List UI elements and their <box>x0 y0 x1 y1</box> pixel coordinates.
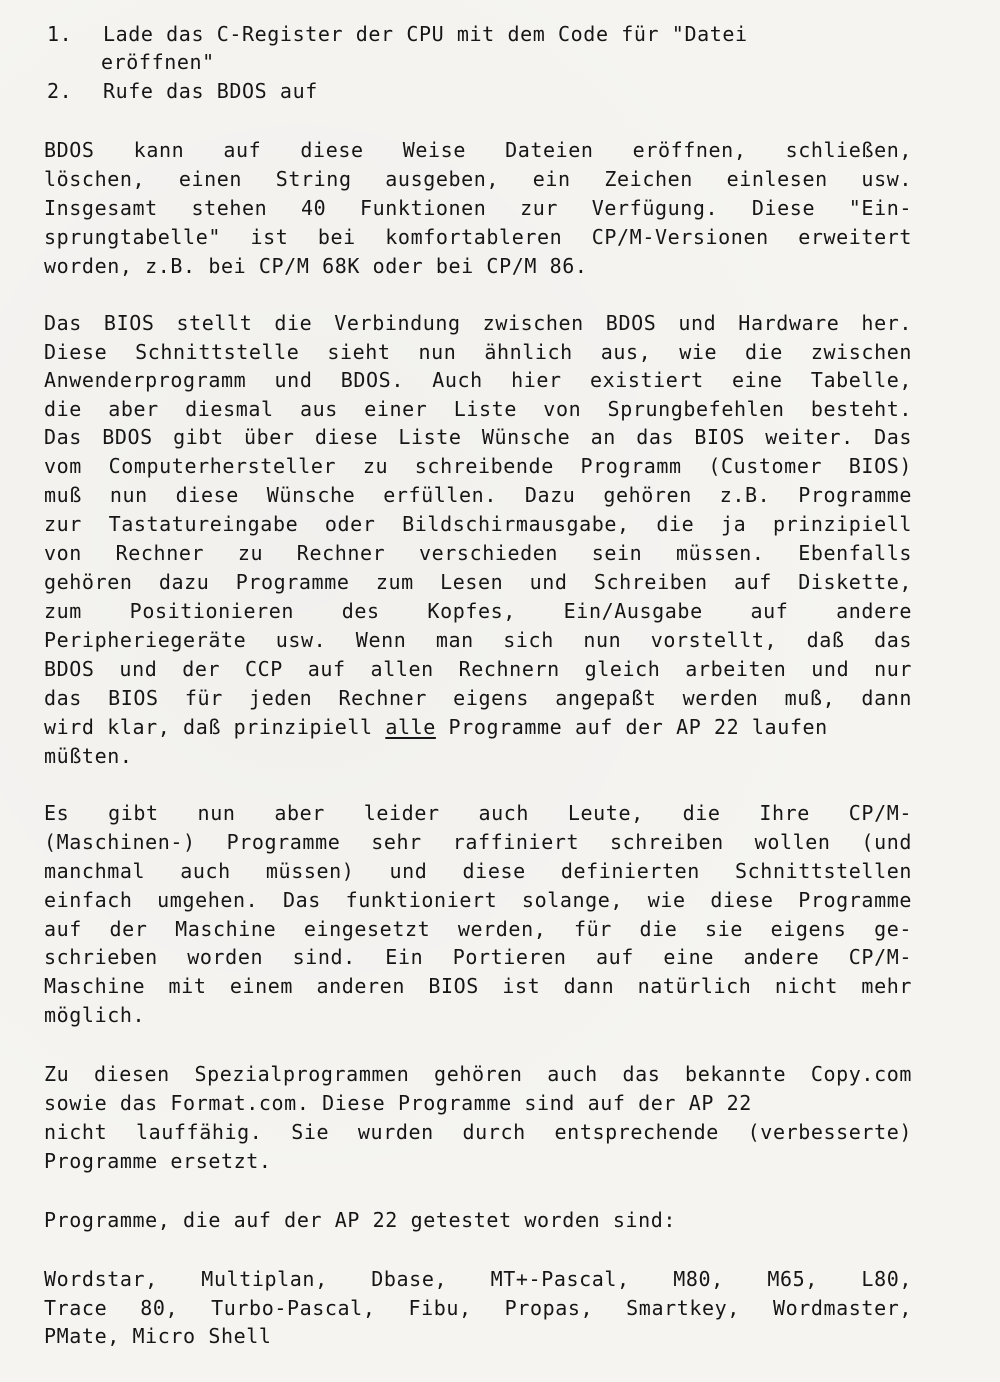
list-item-2 <box>47 77 912 106</box>
text-line: vom Computerhersteller zu schreibende Programm (Customer BIOS) <box>44 454 912 478</box>
text-after: Programme auf der AP 22 laufen <box>435 715 828 739</box>
text-line: Maschine mit einem anderen BIOS ist dann natürlich nicht mehr <box>44 974 912 998</box>
text-line: das BIOS für jeden Rechner eigens angepaßt werden muß, dann <box>44 686 912 710</box>
text-line: (Maschinen-) Programme sehr raffiniert schreiben wollen (und <box>44 830 912 854</box>
underlined-word: alle <box>385 715 436 739</box>
text-line: worden, z.B. bei CP/M 68K oder bei CP/M 86. <box>44 254 588 278</box>
text-line: zur Tastatureingabe oder Bildschirmausgabe, die ja prinzipiell <box>44 512 912 536</box>
text-line: sprungtabelle" ist bei komfortableren CP/M-Versionen erweitert <box>44 225 912 249</box>
text-line: müßten. <box>44 744 133 768</box>
text-line: PMate, Micro Shell <box>44 1324 272 1348</box>
list-text: Rufe das BDOS auf <box>102 79 318 103</box>
text-line: Insgesamt stehen 40 Funktionen zur Verfügung. Diese "Ein- <box>44 196 912 220</box>
list-item-1 <box>47 20 912 49</box>
text-line: möglich. <box>44 1003 146 1027</box>
text-line: zum Positionieren des Kopfes, Ein/Ausgabe auf andere <box>44 599 912 623</box>
text-line: sowie das Format.com. Diese Programme sind auf der AP 22 <box>44 1091 752 1115</box>
text-line: Wordstar, Multiplan, Dbase, MT+-Pascal, M80, M65, L80, <box>44 1267 912 1291</box>
text-before: wird klar, daß prinzipiell <box>44 715 386 739</box>
text-line: Diese Schnittstelle sieht nun ähnlich aus, wie die zwischen <box>44 340 912 364</box>
text-line: Es gibt nun aber leider auch Leute, die Ihre CP/M- <box>44 801 912 825</box>
list-number: 2. <box>47 79 73 103</box>
list-number: 1. <box>47 22 73 46</box>
list-item-1-continuation: eröffnen" <box>101 50 215 74</box>
list-text: Lade das C-Register der CPU mit dem Code für "Datei <box>102 22 748 46</box>
text-line: BDOS kann auf diese Weise Dateien eröffnen, schließen, <box>44 138 912 162</box>
text-line: manchmal auch müssen) und diese definierten Schnittstellen <box>44 859 912 883</box>
text-line: einfach umgehen. Das funktioniert solange, wie diese Programme <box>44 888 912 912</box>
text-line: von Rechner zu Rechner verschieden sein müssen. Ebenfalls <box>44 541 912 565</box>
text-line: Peripheriegeräte usw. Wenn man sich nun vorstellt, daß das <box>44 628 912 652</box>
text-line: schrieben worden sind. Ein Portieren auf eine andere CP/M- <box>44 945 912 969</box>
text-line: Programme ersetzt. <box>44 1149 272 1173</box>
text-line: löschen, einen String ausgeben, ein Zeichen einlesen usw. <box>44 167 912 191</box>
text-line: Zu diesen Spezialprogrammen gehören auch das bekannte Copy.com <box>44 1062 912 1086</box>
text-line: auf der Maschine eingesetzt werden, für die sie eigens ge- <box>44 917 912 941</box>
text-line: Das BDOS gibt über diese Liste Wünsche an das BIOS weiter. Das <box>44 425 912 449</box>
text-line: muß nun diese Wünsche erfüllen. Dazu gehören z.B. Programme <box>44 483 912 507</box>
text-line: nicht lauffähig. Sie wurden durch entsprechende (verbesserte) <box>44 1120 912 1144</box>
text-line: die aber diesmal aus einer Liste von Sprungbefehlen besteht. <box>44 397 912 421</box>
text-line: gehören dazu Programme zum Lesen und Schreiben auf Diskette, <box>44 570 912 594</box>
text-line: Das BIOS stellt die Verbindung zwischen BDOS und Hardware her. <box>44 311 912 335</box>
tested-programs-heading: Programme, die auf der AP 22 getestet worden sind: <box>44 1208 677 1232</box>
text-line: Trace 80, Turbo-Pascal, Fibu, Propas, Smartkey, Wordmaster, <box>44 1296 912 1320</box>
text-line-emphasis <box>44 713 912 742</box>
text-line: Anwenderprogramm und BDOS. Auch hier existiert eine Tabelle, <box>44 368 912 392</box>
text-line: BDOS und der CCP auf allen Rechnern gleich arbeiten und nur <box>44 657 912 681</box>
